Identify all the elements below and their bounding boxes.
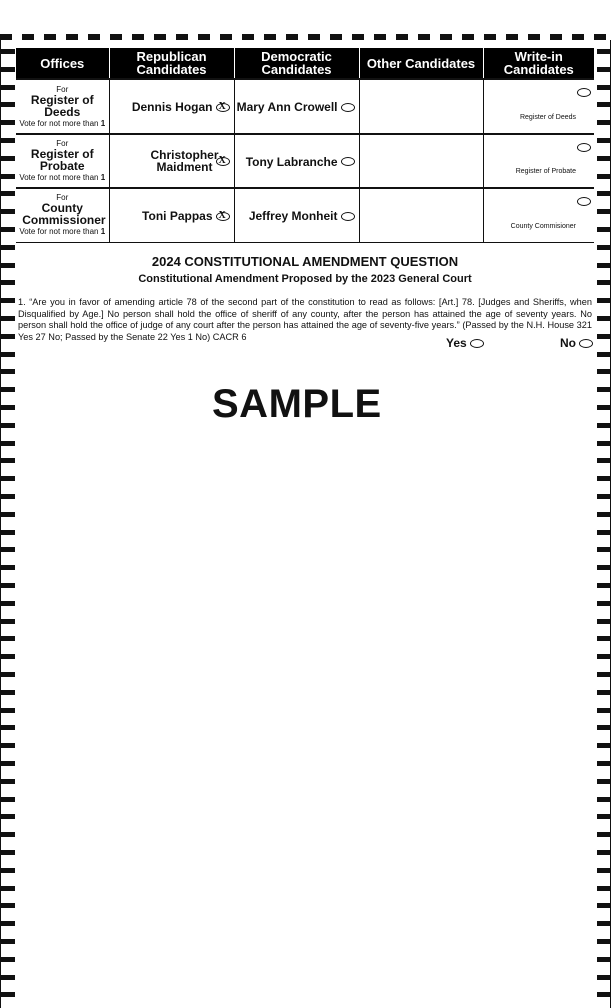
office-cell xyxy=(16,134,109,188)
timing-mark xyxy=(597,565,611,570)
timing-mark xyxy=(597,387,611,392)
timing-mark xyxy=(1,547,15,552)
timing-mark xyxy=(597,547,611,552)
top-timing-marks xyxy=(0,34,612,40)
timing-mark xyxy=(597,708,611,713)
timing-mark xyxy=(1,903,15,908)
timing-mark xyxy=(1,209,15,214)
timing-mark xyxy=(597,512,611,517)
timing-mark xyxy=(597,245,611,250)
office-for-label: For xyxy=(56,84,69,94)
timing-mark xyxy=(597,423,611,428)
timing-mark xyxy=(1,352,15,357)
timing-mark xyxy=(1,49,15,54)
timing-mark xyxy=(597,120,611,125)
democratic-candidate[interactable] xyxy=(234,188,359,242)
democratic-candidate[interactable] xyxy=(234,134,359,188)
timing-mark xyxy=(1,797,15,802)
timing-mark xyxy=(597,458,611,463)
timing-mark xyxy=(1,886,15,891)
timing-mark xyxy=(1,814,15,819)
no-option[interactable] xyxy=(560,336,593,350)
timing-mark xyxy=(1,458,15,463)
candidate-name: Toni Pappas xyxy=(142,209,213,224)
timing-mark xyxy=(1,245,15,250)
header-other: Other Candidates xyxy=(359,48,483,79)
timing-mark xyxy=(1,494,15,499)
timing-mark xyxy=(597,814,611,819)
timing-mark xyxy=(1,565,15,570)
header-writein: Write-in Candidates xyxy=(483,48,594,79)
timing-mark xyxy=(597,619,611,624)
timing-mark xyxy=(1,850,15,855)
candidate-name: Jeffrey Monheit xyxy=(248,209,338,224)
timing-mark xyxy=(597,334,611,339)
office-for-label: For xyxy=(56,193,69,203)
timing-mark xyxy=(597,494,611,499)
other-candidate-empty xyxy=(359,79,483,134)
oval-x-icon[interactable] xyxy=(216,212,230,221)
timing-mark xyxy=(597,975,611,980)
question-subheading: Constitutional Amendment Proposed by the 2023 General Court xyxy=(138,273,472,285)
oval-icon[interactable] xyxy=(577,143,591,152)
timing-mark xyxy=(597,903,611,908)
question-heading: 2024 CONSTITUTIONAL AMENDMENT QUESTION xyxy=(151,254,459,269)
timing-mark xyxy=(597,601,611,606)
writein-label: Register of Probate xyxy=(515,168,576,175)
timing-mark xyxy=(597,441,611,446)
timing-mark xyxy=(1,921,15,926)
timing-mark xyxy=(1,102,15,107)
timing-mark xyxy=(1,957,15,962)
writein-cell[interactable] xyxy=(483,134,594,188)
candidate-name: Dennis Hogan xyxy=(131,100,213,115)
yes-option[interactable] xyxy=(446,336,484,350)
timing-mark xyxy=(1,779,15,784)
timing-mark xyxy=(1,67,15,72)
timing-mark xyxy=(597,779,611,784)
vote-limit: Vote for not more than 1 xyxy=(19,173,106,182)
timing-mark xyxy=(597,530,611,535)
timing-mark xyxy=(597,102,611,107)
timing-mark xyxy=(1,708,15,713)
timing-mark xyxy=(1,156,15,161)
candidate-name: Mary Ann Crowell xyxy=(236,100,338,115)
timing-mark xyxy=(1,138,15,143)
right-timing-marks xyxy=(597,40,611,1008)
vote-limit: Vote for not more than 1 xyxy=(19,118,106,128)
timing-mark xyxy=(597,921,611,926)
timing-mark xyxy=(597,138,611,143)
left-timing-marks xyxy=(1,40,15,1008)
timing-mark xyxy=(1,476,15,481)
race-row xyxy=(16,79,594,134)
yes-label: Yes xyxy=(446,336,467,350)
timing-mark xyxy=(597,49,611,54)
timing-mark xyxy=(1,316,15,321)
timing-mark xyxy=(597,174,611,179)
timing-mark xyxy=(597,583,611,588)
timing-mark xyxy=(597,280,611,285)
header-republican: Republican Candidates xyxy=(109,48,234,79)
timing-mark xyxy=(1,992,15,997)
timing-mark xyxy=(597,868,611,873)
timing-mark xyxy=(597,797,611,802)
timing-mark xyxy=(1,280,15,285)
timing-mark xyxy=(1,619,15,624)
timing-mark xyxy=(1,636,15,641)
office-cell xyxy=(16,79,109,134)
race-row xyxy=(16,134,594,188)
oval-icon[interactable] xyxy=(577,197,591,206)
header-offices: Offices xyxy=(16,48,109,79)
sample-watermark: SAMPLE xyxy=(212,382,382,426)
timing-mark xyxy=(1,743,15,748)
timing-mark xyxy=(1,441,15,446)
timing-mark xyxy=(597,832,611,837)
timing-mark xyxy=(597,263,611,268)
oval-icon[interactable] xyxy=(577,88,591,97)
timing-mark xyxy=(1,191,15,196)
timing-mark xyxy=(597,369,611,374)
timing-mark xyxy=(1,120,15,125)
timing-mark xyxy=(597,672,611,677)
other-candidate-empty xyxy=(359,134,483,188)
timing-mark xyxy=(1,601,15,606)
republican-candidate[interactable] xyxy=(109,188,234,242)
timing-mark xyxy=(597,654,611,659)
timing-mark xyxy=(1,975,15,980)
timing-mark xyxy=(1,583,15,588)
timing-mark xyxy=(1,369,15,374)
timing-mark xyxy=(597,316,611,321)
writein-label: Register of Deeds xyxy=(519,114,576,121)
timing-mark xyxy=(1,387,15,392)
writein-cell[interactable] xyxy=(483,79,594,134)
question-text: 1. “Are you in favor of amending article 78 of the second part of the constitution to read as follows: [Art.] 78. [Judges and Sheriffs, when Disqualified by Age.] No person shall hold the office of sheriff of any county, after the person has attained the age of seventy years. No person shall hold the office of judge of any court after the person has attained the age of seventy-five years.” (Passed by the N.H. House 321 Yes 27 No; Passed by the Senate 22 Yes 1 No) CACR 6 xyxy=(18,297,592,342)
timing-mark xyxy=(1,263,15,268)
writein-cell[interactable] xyxy=(483,188,594,242)
timing-mark xyxy=(1,690,15,695)
oval-x-icon[interactable] xyxy=(216,103,230,112)
office-name: County Commissioner xyxy=(22,201,106,228)
vote-limit: Vote for not more than 1 xyxy=(19,227,106,237)
republican-candidate[interactable] xyxy=(109,134,234,188)
timing-mark xyxy=(1,174,15,179)
oval-icon[interactable] xyxy=(579,339,593,348)
oval-x-icon[interactable] xyxy=(216,157,230,166)
timing-mark xyxy=(597,690,611,695)
timing-mark xyxy=(597,850,611,855)
candidate-name: Christopher Maidment xyxy=(150,148,219,174)
timing-mark xyxy=(597,992,611,997)
oval-icon[interactable] xyxy=(470,339,484,348)
timing-mark xyxy=(597,761,611,766)
timing-mark xyxy=(597,67,611,72)
timing-mark xyxy=(597,939,611,944)
timing-mark xyxy=(1,672,15,677)
office-cell xyxy=(16,188,109,242)
timing-mark xyxy=(1,939,15,944)
timing-mark xyxy=(1,512,15,517)
timing-mark xyxy=(1,227,15,232)
timing-mark xyxy=(1,761,15,766)
oval-icon[interactable] xyxy=(341,157,355,166)
timing-mark xyxy=(1,405,15,410)
timing-mark xyxy=(1,725,15,730)
other-candidate-empty xyxy=(359,188,483,242)
timing-mark xyxy=(1,85,15,90)
header-row xyxy=(16,48,594,79)
timing-mark xyxy=(1,423,15,428)
timing-mark xyxy=(1,832,15,837)
timing-mark xyxy=(597,405,611,410)
office-name: Register of Probate xyxy=(30,147,94,173)
timing-mark xyxy=(597,191,611,196)
timing-mark xyxy=(597,156,611,161)
writein-label: County Commisioner xyxy=(510,222,576,230)
header-democratic: Democratic Candidates xyxy=(234,48,359,79)
race-row xyxy=(16,188,594,242)
office-name: Register of Deeds xyxy=(30,92,94,119)
office-for-label: For xyxy=(56,139,69,148)
timing-mark xyxy=(597,743,611,748)
timing-mark xyxy=(1,334,15,339)
timing-mark xyxy=(597,209,611,214)
timing-mark xyxy=(597,476,611,481)
democratic-candidate[interactable] xyxy=(234,79,359,134)
timing-mark xyxy=(597,725,611,730)
timing-mark xyxy=(1,654,15,659)
timing-mark xyxy=(1,530,15,535)
timing-mark xyxy=(597,85,611,90)
timing-mark xyxy=(1,868,15,873)
republican-candidate[interactable] xyxy=(109,79,234,134)
timing-mark xyxy=(597,957,611,962)
timing-mark xyxy=(597,298,611,303)
oval-icon[interactable] xyxy=(341,103,355,112)
timing-mark xyxy=(597,636,611,641)
oval-icon[interactable] xyxy=(341,212,355,221)
timing-mark xyxy=(597,227,611,232)
timing-mark xyxy=(597,352,611,357)
ballot-table xyxy=(16,48,594,243)
timing-mark xyxy=(1,298,15,303)
candidate-name: Tony Labranche xyxy=(245,154,338,169)
timing-mark xyxy=(597,886,611,891)
no-label: No xyxy=(560,336,576,350)
